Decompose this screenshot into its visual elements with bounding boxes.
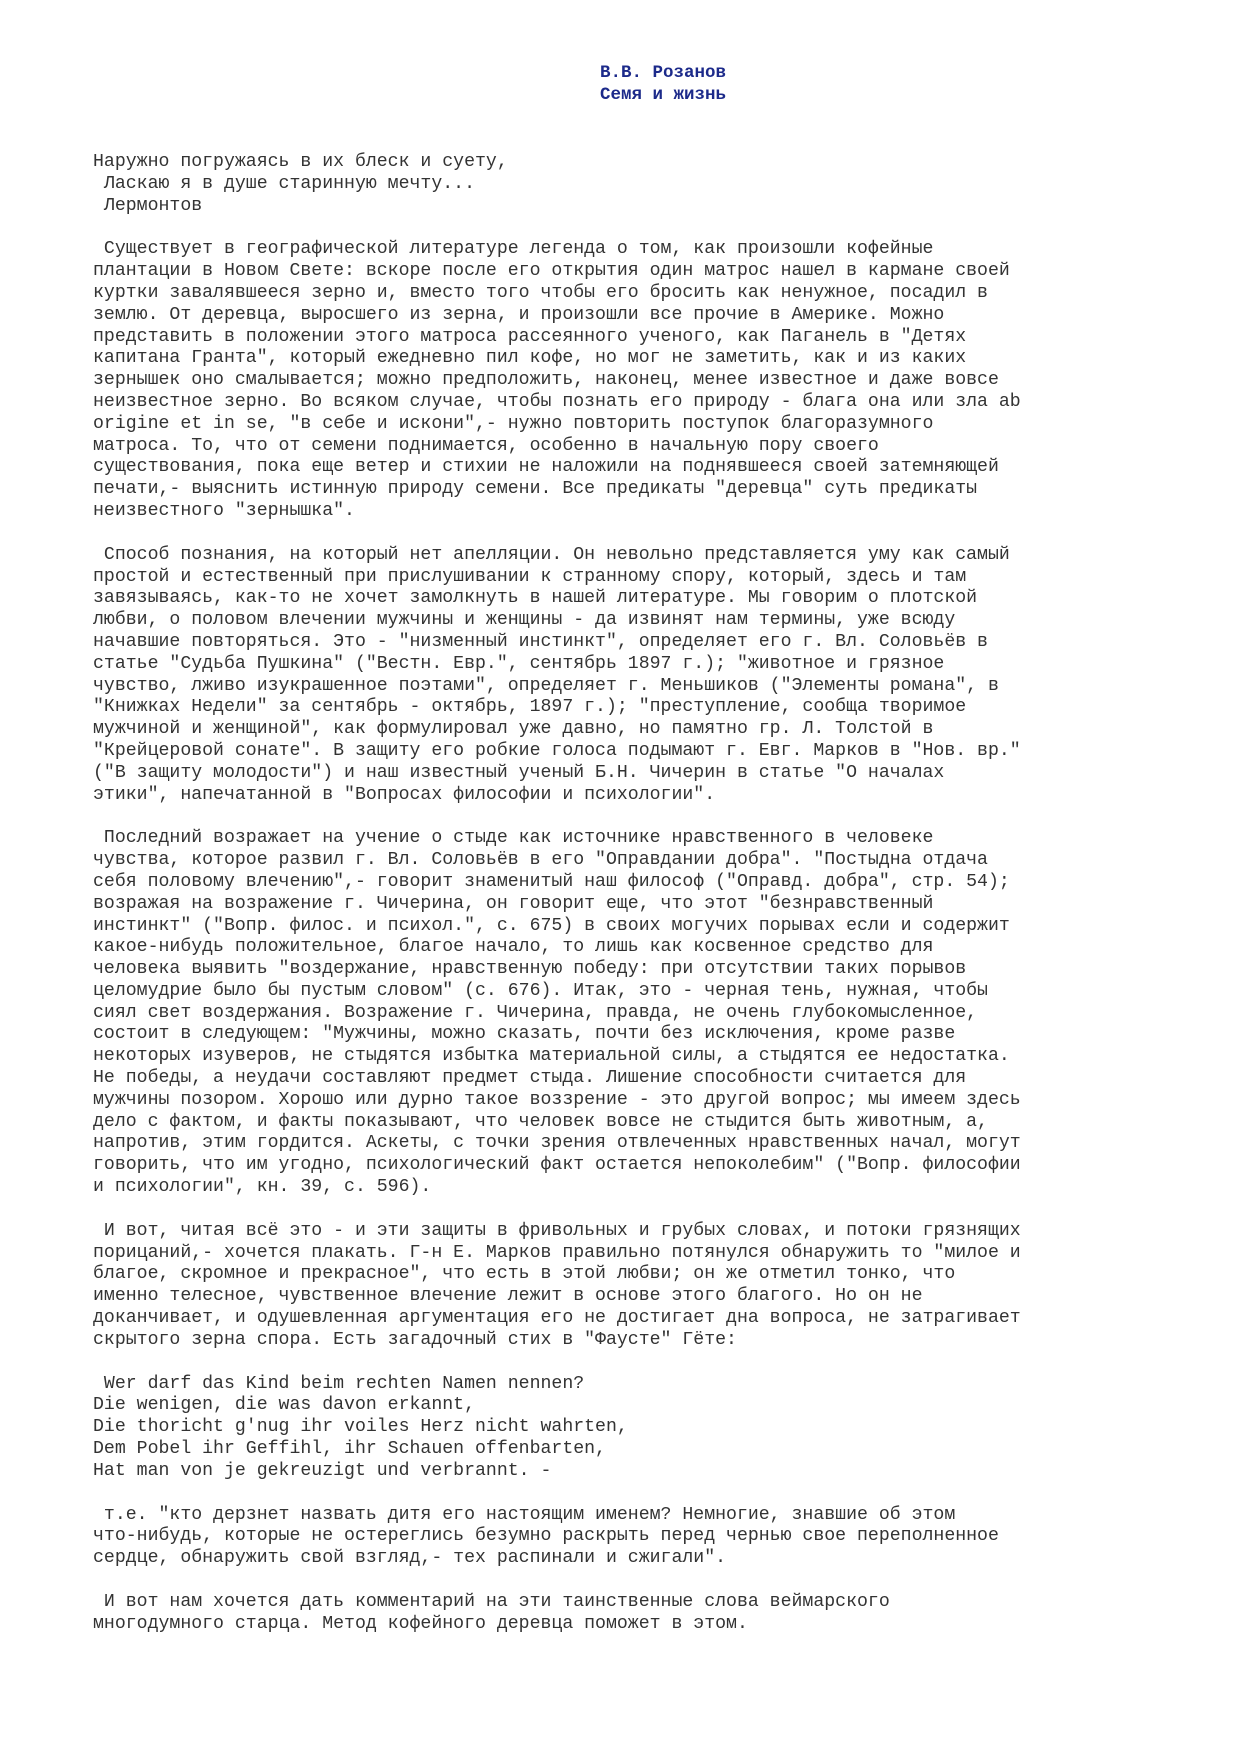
text-line: сиял свет воздержания. Возражение г. Чичерина, правда, не очень глубокомысленное, [93,1002,978,1023]
text-line: инстинкт" ("Вопр. филос. и психол.", с. 675) в своих могучих порывах если и содержит [93,915,1010,936]
text-line: этики", напечатанной в "Вопросах философии и психологии". [93,784,716,805]
text-line: плантации в Новом Свете: вскоре после его открытия один матрос нашел в кармане своей [93,261,1010,282]
text-line: начавшие повторяться. Это - "низменный инстинкт", определяет его г. Вл. Соловьёв в [93,631,988,652]
text-line: "Книжках Недели" за сентябрь - октябрь, 1897 г.); "преступление, сообща творимое [93,697,967,718]
text-line: и психологии", кн. 39, с. 596). [93,1177,432,1198]
text-line: целомудрие было бы пустым словом" (с. 676). Итак, это - черная тень, нужная, чтобы [93,980,988,1001]
paragraph-coffee-legend [93,239,1173,522]
text-line: завязываясь, как-то не хочет замолкнуть в нашей литературе. Мы говорим о плотской [93,588,978,609]
epigraph [93,152,1173,217]
text-line: ("В защиту молодости") и наш известный ученый Б.Н. Чичерин в статье "О началах [93,762,945,783]
text-line: печати,- выяснить истинную природу семени. Все предикаты "деревца" суть предикаты [93,479,978,500]
quote-line: Hat man von je gekreuzigt und verbrannt. - [93,1460,552,1481]
text-line: зернышек оно смалывается; можно предположить, наконец, менее известное и даже вовсе [93,370,999,391]
quote-line: Wer darf das Kind beim rechten Namen nennen? [93,1373,585,1394]
text-line: что-нибудь, которые не остереглись безумно раскрыть перед чернью свое переполненное [93,1526,999,1547]
text-line: origine et in se, "в себе и искони",- нужно повторить поступок благоразумного [93,413,934,434]
epigraph-line: Ласкаю я в душе старинную мечту... [93,173,475,194]
text-line: сердце, обнаружить свой взгляд,- тех распинали и сжигали". [93,1548,727,1569]
text-line: Не победы, а неудачи составляют предмет стыда. Лишение способности считается для [93,1068,967,1089]
text-line: именно телесное, чувственное влечение лежит в основе этого благого. Но он не [93,1286,923,1307]
text-line: Способ познания, на который нет апелляции. Он невольно представляется уму как самый [93,544,1010,565]
epigraph-attribution: Лермонтов [93,195,203,216]
text-line: неизвестное зерно. Во всяком случае, чтобы познать его природу - блага она или зла ab [93,391,1021,412]
paragraph-translation [93,1505,1173,1570]
text-line: напротив, этим гордится. Аскеты, с точки зрения отвлеченных нравственных начал, могут [93,1133,1021,1154]
quote-line: Dem Pobel ihr Geffihl, ihr Schauen offenbarten, [93,1439,606,1460]
title-block [93,62,1173,106]
paragraph-faust-intro [93,1221,1173,1352]
text-line: скрытого зерна спора. Есть загадочный стих в "Фаусте" Гёте: [93,1329,737,1350]
text-line: представить в положении этого матроса рассеянного ученого, как Паганель в "Детях [93,326,967,347]
text-line: дело с фактом, и факты показывают, что человек вовсе не стыдится быть животным, а, [93,1111,988,1132]
text-line: И вот нам хочется дать комментарий на эти таинственные слова веймарского [93,1592,890,1613]
text-line: чувства, которое развил г. Вл. Соловьёв в его "Оправдании добра". "Постыдна отдача [93,850,988,871]
document-body [93,152,1173,1636]
quote-line: Die wenigen, die was davon erkannt, [93,1395,475,1416]
text-line: говорить, что им угодно, психологический факт остается непоколебим" ("Вопр. философии [93,1155,1021,1176]
work-title: Семя и жизнь [599,85,727,105]
text-line: статье "Судьба Пушкина" ("Вестн. Евр.", сентябрь 1897 г.); "животное и грязное [93,653,945,674]
text-line: "Крейцеровой сонате". В защиту его робкие голоса подымают г. Евг. Марков в "Нов. вр." [93,740,1021,761]
text-line: порицаний,- хочется плакать. Г-н Е. Марков правильно потянулся обнаружить то "милое и [93,1242,1021,1263]
text-line: капитана Гранта", который ежедневно пил кофе, но мог не заметить, как и из каких [93,348,967,369]
text-line: матроса. То, что от семени поднимается, особенно в начальную пору своего [93,435,879,456]
text-line: мужчины позором. Хорошо или дурно такое воззрение - это другой вопрос; мы имеем здесь [93,1089,1021,1110]
document-page [93,62,1173,1658]
text-line: существования, пока еще ветер и стихии не наложили на поднявшееся своей затемняющей [93,457,999,478]
epigraph-line: Наружно погружаясь в их блеск и суету, [93,152,508,172]
text-line: себя половому влечению",- говорит знаменитый наш философ ("Оправд. добра", стр. 54); [93,871,1010,892]
text-line: мужчиной и женщиной", как формулировал уже давно, но памятно гр. Л. Толстой в [93,719,934,740]
paragraph-method [93,545,1173,807]
text-line: землю. От деревца, выросшего из зерна, и произошли все прочие в Америке. Можно [93,304,945,325]
text-line: И вот, читая всё это - и эти защиты в фривольных и грубых словах, и потоки грязнящих [93,1220,1021,1241]
text-line: многодумного старца. Метод кофейного деревца поможет в этом. [93,1613,748,1634]
faust-quote [93,1374,1173,1483]
text-line: Последний возражает на учение о стыде как источнике нравственного в человеке [93,828,934,849]
author-name: В.В. Розанов [599,63,727,83]
text-line: какое-нибудь положительное, благое начало, то лишь как косвенное средство для [93,937,934,958]
text-line: возражая на возражение г. Чичерина, он говорит еще, что этот "безнравственный [93,893,934,914]
text-line: человека выявить "воздержание, нравственную победу: при отсутствии таких порывов [93,959,967,980]
quote-line: Die thoricht g'nug ihr voiles Herz nicht wahrten, [93,1417,628,1438]
paragraph-closing [93,1592,1173,1636]
text-line: простой и естественный при прислушивании к странному спору, который, здесь и там [93,566,967,587]
text-line: куртки завалявшееся зерно и, вместо того чтобы его бросить как ненужное, посадил в [93,282,988,303]
text-line: чувство, лживо изукрашенное поэтами", определяет г. Меньшиков ("Элементы романа", в [93,675,999,696]
text-line: неизвестного "зернышка". [93,500,355,521]
paragraph-shame [93,828,1173,1199]
text-line: доканчивает, и одушевленная аргументация его не достигает дна вопроса, не затрагивает [93,1308,1021,1329]
text-line: т.е. "кто дерзнет назвать дитя его настоящим именем? Немногие, знавшие об этом [93,1504,956,1525]
text-line: некоторых изуверов, не стыдятся избытка материальной силы, а стыдятся ее недостатка. [93,1046,1010,1067]
text-line: Существует в географической литературе легенда о том, как произошли кофейные [93,239,934,260]
text-line: благое, скромное и прекрасное", что есть в этой любви; он же отметил тонко, что [93,1264,956,1285]
text-line: любви, о половом влечении мужчины и женщины - да извинят нам термины, уже всюду [93,610,956,631]
text-line: состоит в следующем: "Мужчины, можно сказать, почти без исключения, кроме разве [93,1024,956,1045]
